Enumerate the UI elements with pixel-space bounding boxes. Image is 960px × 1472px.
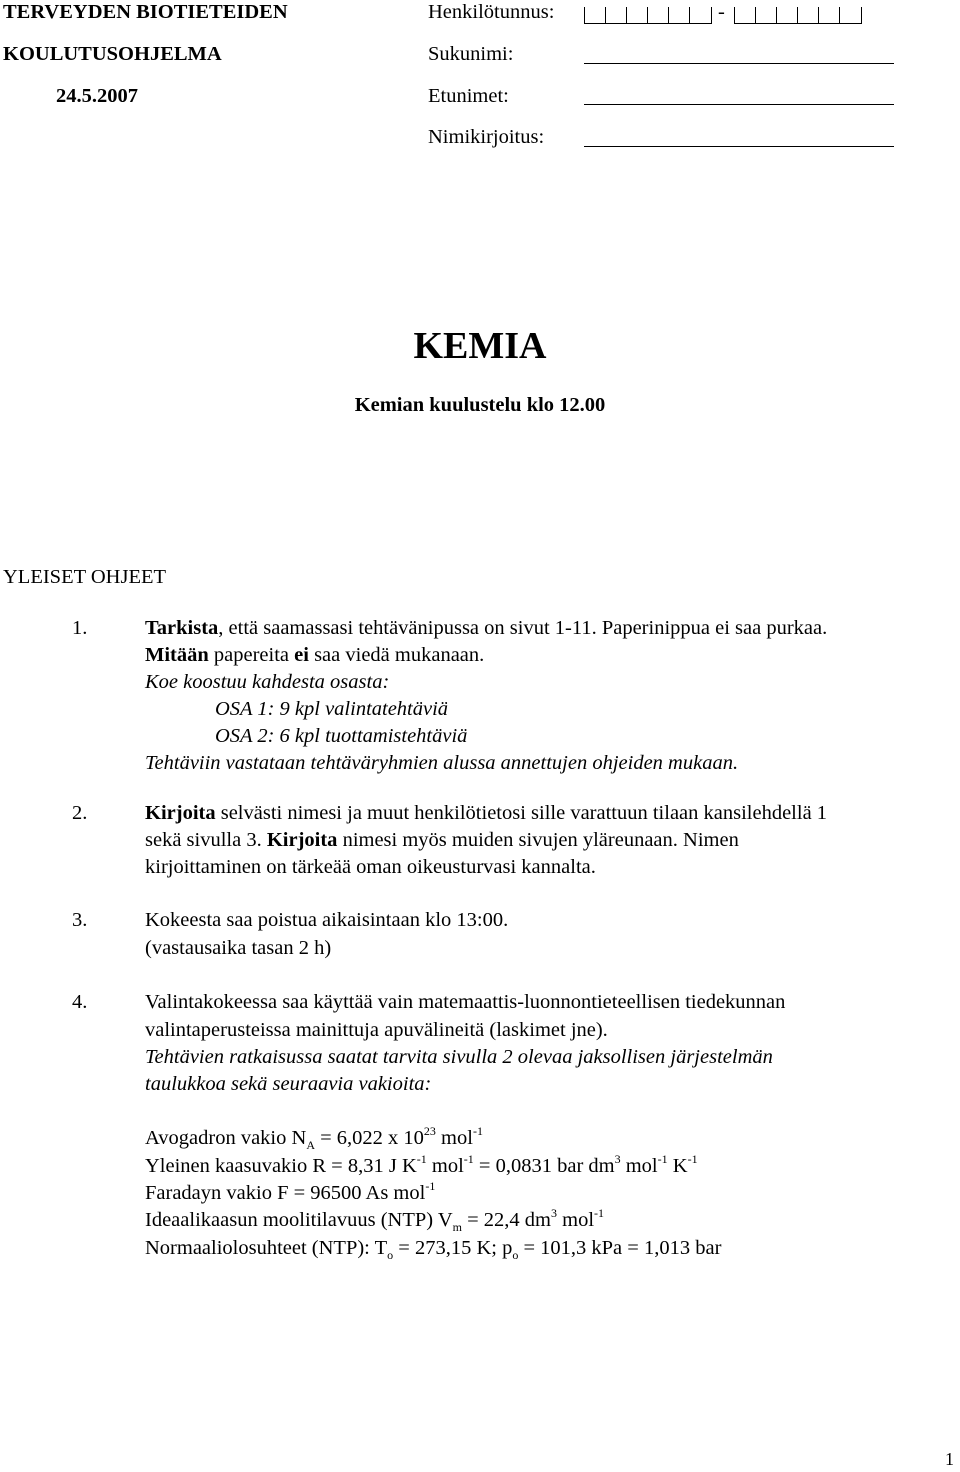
subscript: o (387, 1248, 394, 1262)
item4-line2: valintaperusteissa mainittuja apuvälineitä (laskimet jne). (145, 1019, 608, 1041)
text: nimesi myös muiden sivujen yläreunaan. Nimen (337, 829, 739, 851)
text: = 22,4 dm (461, 1209, 551, 1231)
ssn-digit-box[interactable] (776, 7, 798, 24)
item1-italic-intro: Koe koostuu kahdesta osasta: (145, 671, 390, 693)
superscript: -1 (657, 1152, 668, 1166)
superscript: -1 (416, 1152, 427, 1166)
item2-line3: kirjoittaminen on tärkeää oman oikeusturvasi kannalta. (145, 856, 596, 878)
item3-line1: Kokeesta saa poistua aikaisintaan klo 13:00. (145, 909, 509, 931)
item4-italic2: taulukkoa sekä seuraavia vakioita: (145, 1073, 432, 1095)
item2-line2 (145, 830, 739, 851)
item-number: 1. (72, 617, 88, 639)
emphasis: Kirjoita (145, 802, 216, 824)
superscript: -1 (463, 1152, 474, 1166)
constant-faraday (145, 1179, 436, 1204)
exam-title: KEMIA (413, 325, 547, 367)
superscript: -1 (687, 1152, 698, 1166)
text: Normaaliolosuhteet (NTP): T (145, 1237, 388, 1259)
surname-label: Sukunimi: (428, 43, 514, 65)
item4-italic1: Tehtävien ratkaisussa saatat tarvita sivulla 2 olevaa jaksollisen järjestelmän (145, 1046, 773, 1068)
item-number: 2. (72, 802, 88, 824)
superscript: -1 (425, 1179, 436, 1193)
item3-line2: (vastausaika tasan 2 h) (145, 937, 332, 959)
initials-field[interactable] (584, 146, 894, 147)
page-number: 1 (945, 1449, 954, 1469)
text: papereita (208, 644, 295, 666)
firstnames-label: Etunimet: (428, 85, 509, 107)
ssn-digit-box[interactable] (626, 7, 648, 24)
ssn-separator: - (718, 1, 725, 23)
item1-line1 (145, 618, 827, 639)
text: = 6,022 x 10 (314, 1127, 424, 1149)
ssn-digit-box[interactable] (584, 7, 606, 24)
emphasis: ei (294, 644, 309, 666)
exam-subtitle: Kemian kuulustelu klo 12.00 (354, 394, 606, 416)
text: Faradayn vakio F = 96500 As mol (145, 1182, 426, 1204)
text: mol (426, 1155, 464, 1177)
exam-date: 24.5.2007 (56, 85, 138, 107)
text: sekä sivulla 3. (145, 829, 267, 851)
superscript: 3 (551, 1206, 557, 1220)
superscript: -1 (594, 1206, 605, 1220)
item-number: 3. (72, 909, 88, 931)
ssn-digit-box[interactable] (647, 7, 669, 24)
superscript: 3 (614, 1152, 621, 1166)
text: Avogadron vakio N (145, 1127, 307, 1149)
item1-part1: OSA 1: 9 kpl valintatehtäviä (215, 698, 449, 720)
ssn-label: Henkilötunnus: (428, 1, 555, 23)
subscript: o (512, 1248, 519, 1262)
item1-italic-outro: Tehtäviin vastataan tehtäväryhmien alussa annettujen ohjeiden mukaan. (145, 752, 739, 774)
item4-line1: Valintakokeessa saa käyttää vain matemaattis-luonnontieteellisen tiedekunnan (145, 991, 786, 1013)
emphasis: Kirjoita (266, 829, 338, 851)
item1-line2 (145, 645, 484, 666)
firstnames-field[interactable] (584, 104, 894, 105)
text: mol (557, 1209, 595, 1231)
constant-gas (145, 1152, 698, 1177)
subscript: A (306, 1138, 315, 1152)
text: Yleinen kaasuvakio R = 8,31 J K (145, 1155, 417, 1177)
text: = 101,3 kPa = 1,013 bar (518, 1237, 722, 1259)
subscript: m (452, 1220, 462, 1234)
instructions-heading: YLEISET OHJEET (3, 566, 167, 588)
text: Ideaalikaasun moolitilavuus (NTP) V (145, 1209, 453, 1231)
text: saa viedä mukanaan. (308, 644, 485, 666)
initials-label: Nimikirjoitus: (428, 126, 545, 148)
item-number: 4. (72, 991, 88, 1013)
text: mol (435, 1127, 473, 1149)
emphasis: Tarkista (145, 617, 219, 639)
ssn-digit-box[interactable] (605, 7, 627, 24)
program-name-line2: KOULUTUSOHJELMA (3, 43, 222, 65)
constant-ntp (145, 1237, 722, 1262)
surname-field[interactable] (584, 63, 894, 64)
superscript: 23 (423, 1124, 436, 1138)
emphasis: Mitään (145, 644, 209, 666)
ssn-digit-box[interactable] (734, 7, 756, 24)
item1-part2: OSA 2: 6 kpl tuottamistehtäviä (215, 725, 468, 747)
text: selvästi nimesi ja muut henkilötietosi sille varattuun tilaan kansilehdellä 1 (215, 802, 828, 824)
constant-molar-volume (145, 1206, 605, 1234)
ssn-digit-box[interactable] (689, 7, 712, 24)
item2-line1 (145, 803, 827, 824)
ssn-digit-box[interactable] (839, 7, 862, 24)
text: K (667, 1155, 688, 1177)
ssn-digit-box[interactable] (797, 7, 819, 24)
constant-avogadro (145, 1124, 483, 1152)
ssn-digit-box[interactable] (755, 7, 777, 24)
text: mol (620, 1155, 658, 1177)
ssn-digit-box[interactable] (668, 7, 690, 24)
text: , että saamassasi tehtävänipussa on sivut 1-11. Paperinippua ei saa purkaa. (218, 617, 828, 639)
text: = 0,0831 bar dm (473, 1155, 615, 1177)
superscript: -1 (472, 1124, 483, 1138)
ssn-digit-box[interactable] (818, 7, 840, 24)
program-name-line1: TERVEYDEN BIOTIETEIDEN (3, 1, 288, 23)
text: = 273,15 K; p (393, 1237, 513, 1259)
